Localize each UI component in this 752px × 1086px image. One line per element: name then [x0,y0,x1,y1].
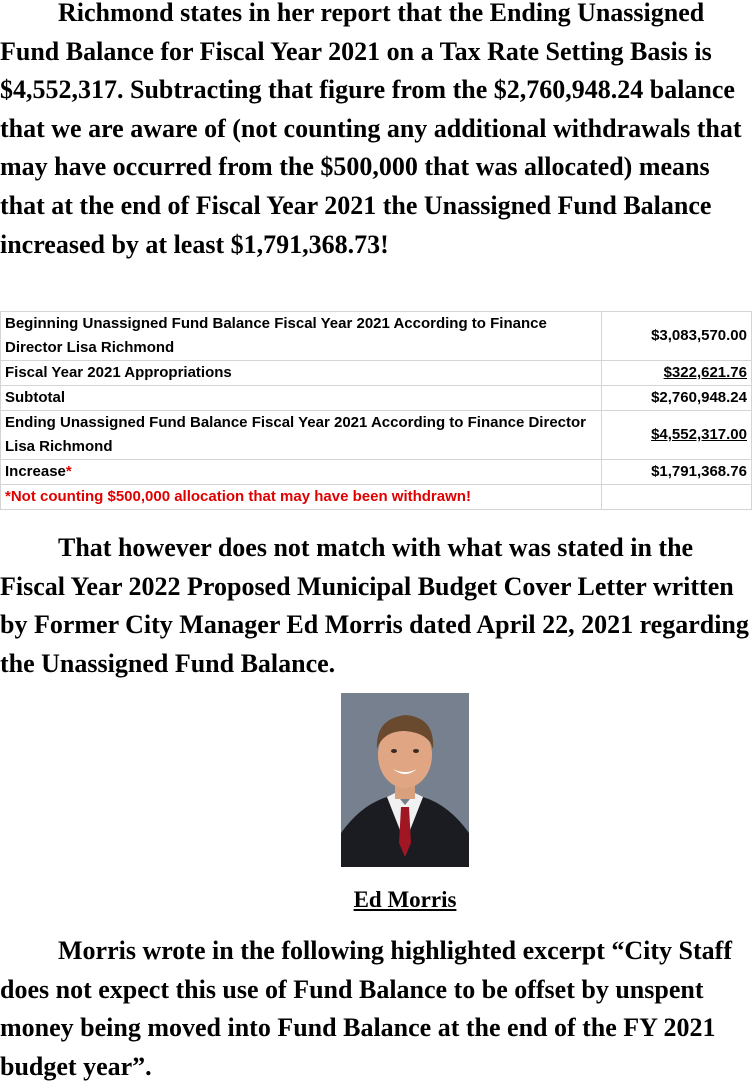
table-row [1,361,752,386]
third-paragraph [0,932,752,1086]
table-footnote: *Not counting $500,000 allocation that may have been withdrawn! [1,485,602,510]
intro-paragraph [0,0,752,264]
table-row [1,411,752,460]
row-amount: $3,083,570.00 [602,312,752,361]
row-amount: $1,791,368.76 [602,460,752,485]
photo-caption [0,884,752,916]
row-amount: $2,760,948.24 [602,386,752,411]
third-paragraph-text: Morris wrote in the following highlighted excerpt “City Staff does not expect this use of Fund Balance to be offset by unspent money being moved into Fund Balance at the end of the FY 2021 budget year”. [0,936,732,1081]
portrait-illustration [341,693,469,867]
table-row [1,460,752,485]
table-row [1,386,752,411]
row-amount [602,361,752,386]
fund-balance-table [0,311,752,510]
photo-caption-text: Ed Morris [353,887,457,912]
row-label: Beginning Unassigned Fund Balance Fiscal Year 2021 According to Finance Director Lisa Richmond [1,312,602,361]
second-paragraph [0,529,752,683]
footnote-row [1,485,752,510]
row-label: Ending Unassigned Fund Balance Fiscal Year 2021 According to Finance Director Lisa Richmond [1,411,602,460]
row-label: Fiscal Year 2021 Appropriations [1,361,602,386]
empty-cell [602,485,752,510]
row-label-text: Increase [5,463,66,480]
intro-paragraph-text: Richmond states in her report that the Ending Unassigned Fund Balance for Fiscal Year 2021 on a Tax Rate Setting Basis is $4,552,317. Subtracting that figure from the $2,760,948.24 balance that we are aware of (not counting any additional withdrawals that may have occurred from the $500,000 that was allocated) means that at the end of Fiscal Year 2021 the Unassigned Fund Balance increased by at least $1,791,368.73! [0,0,742,259]
footnote-marker: * [65,463,72,480]
row-label: Subtotal [1,386,602,411]
second-paragraph-text: That however does not match with what was stated in the Fiscal Year 2022 Proposed Municipal Budget Cover Letter written by Former City Manager Ed Morris dated April 22, 2021 regarding the Unassigned Fund Balance. [0,533,749,678]
row-amount-text: $322,621.76 [663,364,747,381]
row-amount [602,411,752,460]
row-amount-text: $4,552,317.00 [651,426,747,443]
ed-morris-photo [341,693,469,867]
table-row [1,312,752,361]
row-label [1,460,602,485]
